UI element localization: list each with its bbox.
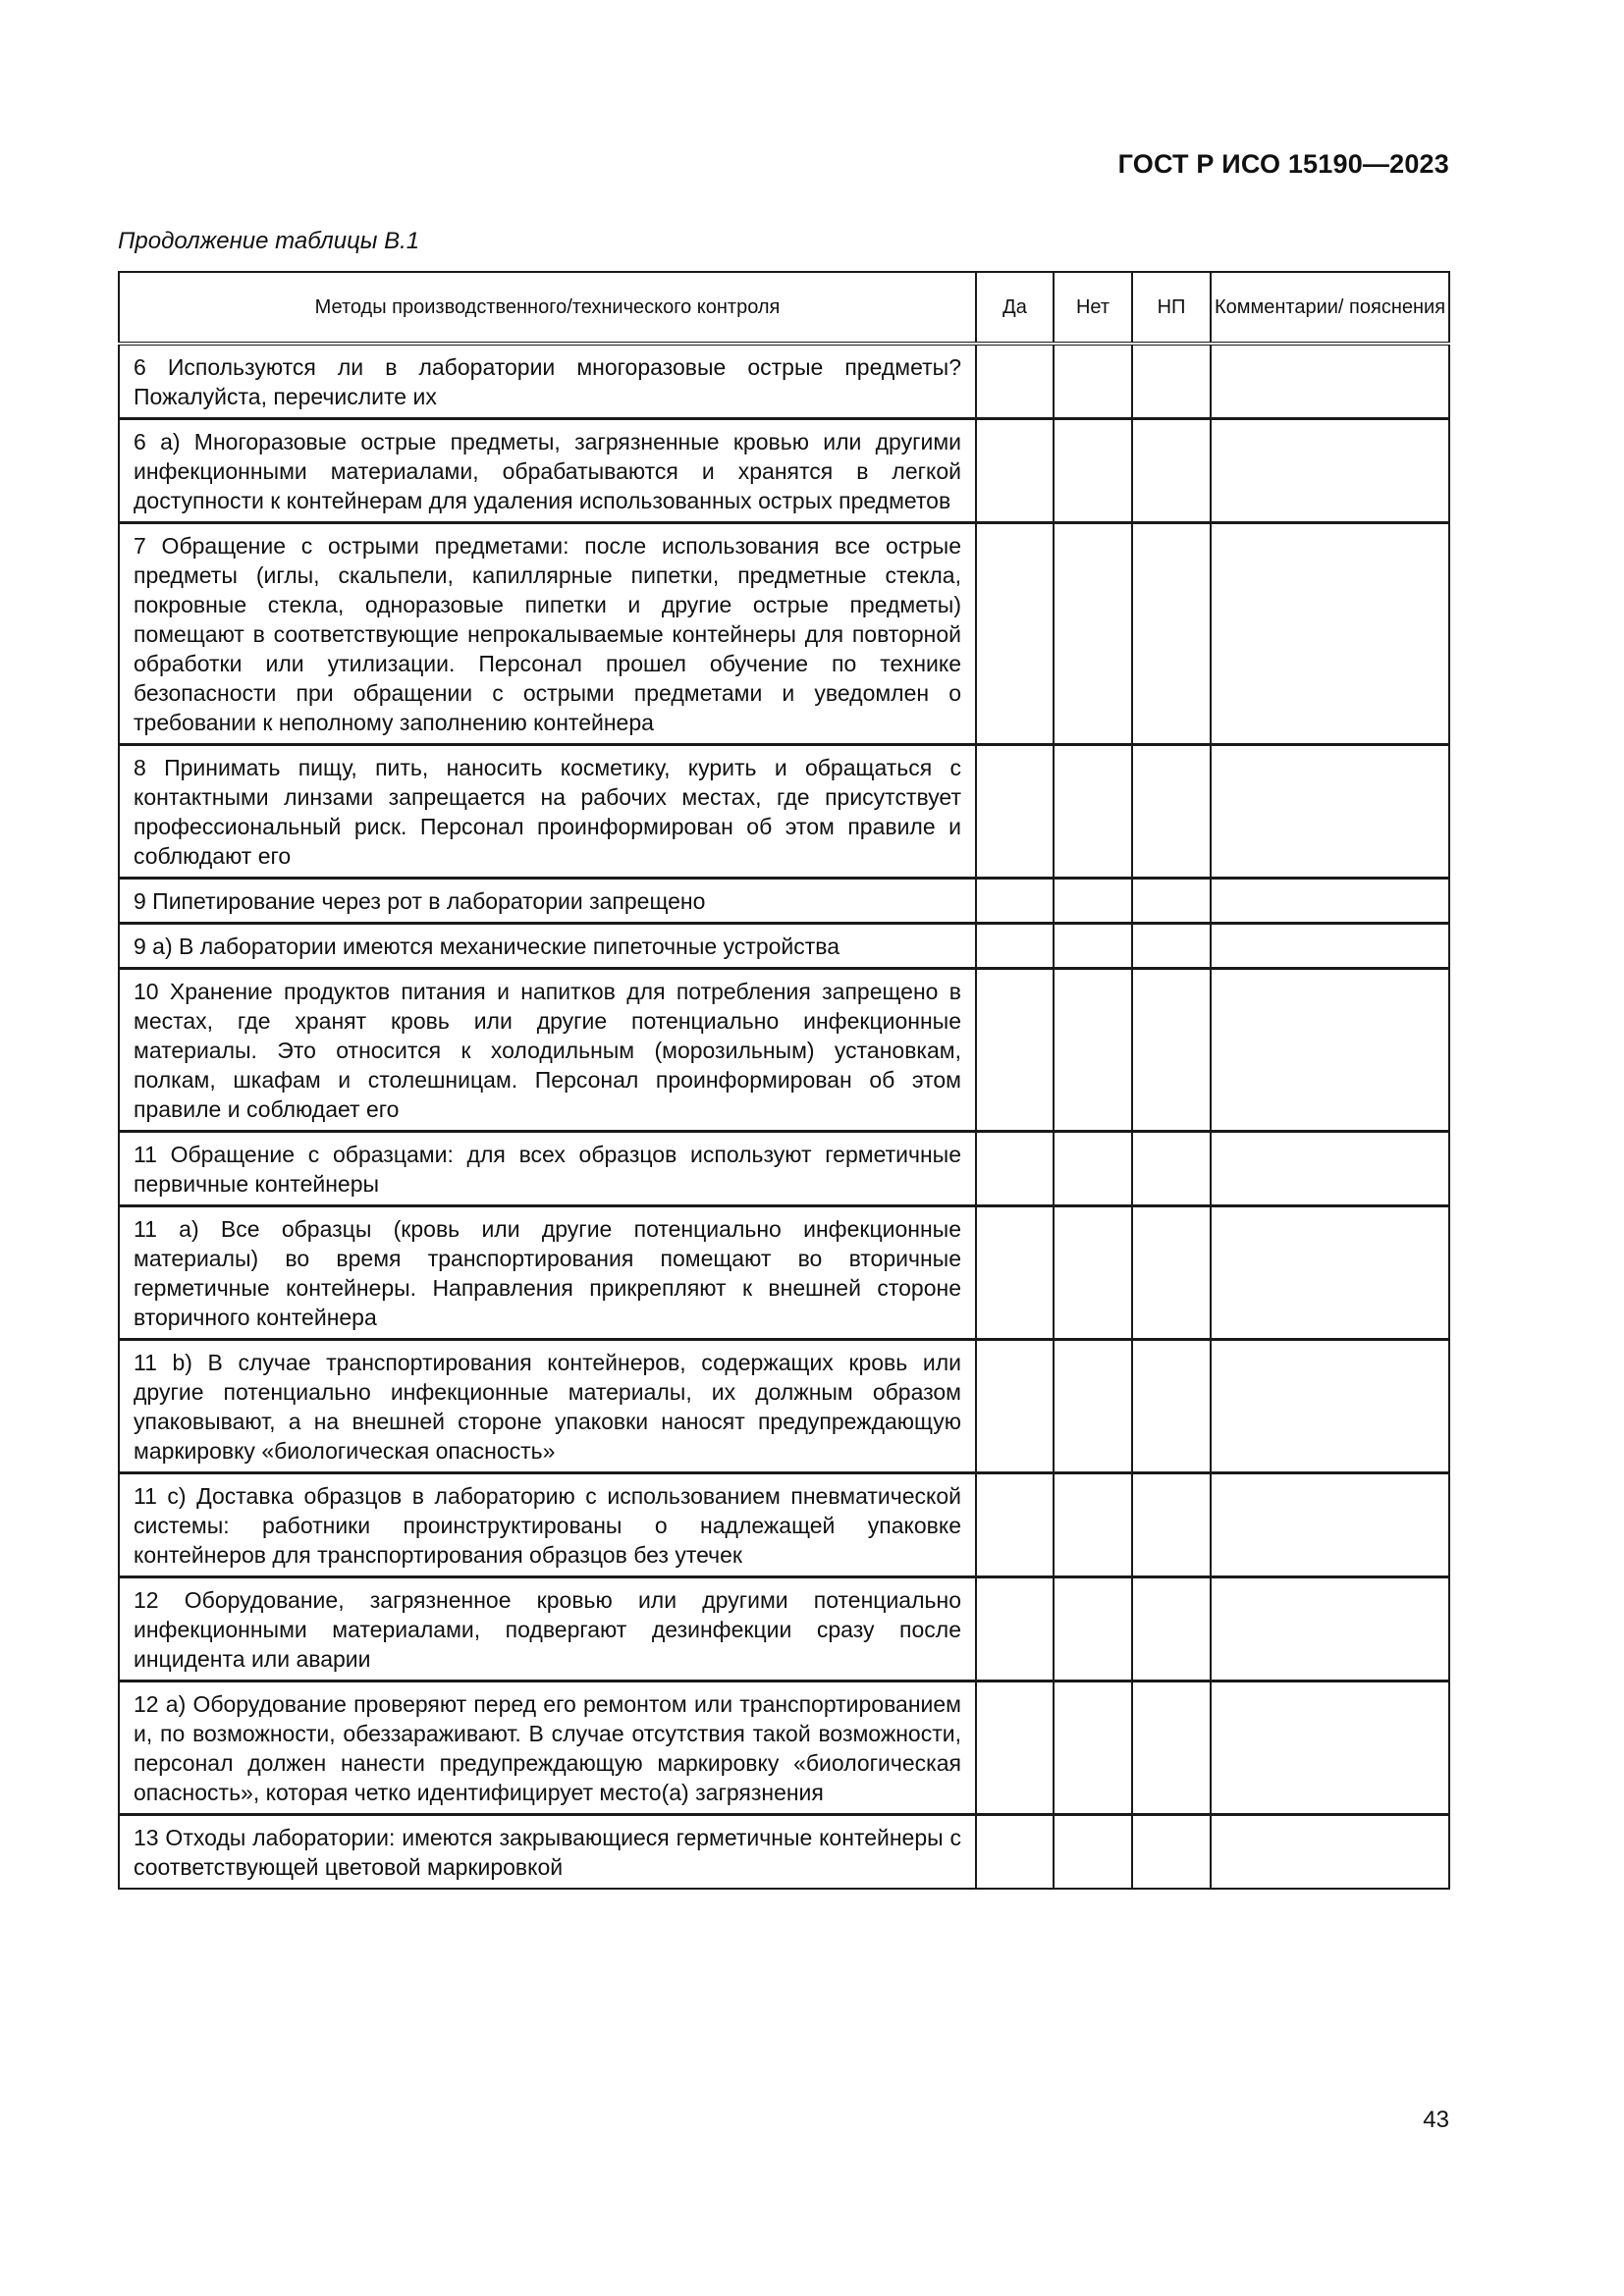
comment-cell bbox=[1211, 969, 1449, 1132]
na-cell bbox=[1132, 344, 1211, 419]
column-header-methods: Методы производственного/технического контроля bbox=[119, 272, 976, 344]
no-cell bbox=[1054, 969, 1132, 1132]
no-cell bbox=[1054, 344, 1132, 419]
table-row bbox=[119, 1132, 1449, 1206]
comment-cell bbox=[1211, 1473, 1449, 1577]
comment-cell bbox=[1211, 745, 1449, 879]
table-row bbox=[119, 523, 1449, 745]
yes-cell bbox=[976, 1682, 1054, 1815]
no-cell bbox=[1054, 1815, 1132, 1890]
no-cell bbox=[1054, 1340, 1132, 1473]
yes-cell bbox=[976, 745, 1054, 879]
table-row bbox=[119, 924, 1449, 969]
table-row bbox=[119, 1815, 1449, 1890]
table-row bbox=[119, 419, 1449, 523]
row-question: 11 с) Доставка образцов в лабораторию с использованием пневматической системы: работники проинструктированы о надлежащей упаковке контейнеров для транспортирования образцов без утечек bbox=[119, 1473, 976, 1577]
yes-cell bbox=[976, 879, 1054, 924]
table-row bbox=[119, 1577, 1449, 1682]
na-cell bbox=[1132, 745, 1211, 879]
comment-cell bbox=[1211, 879, 1449, 924]
table-caption: Продолжение таблицы В.1 bbox=[118, 228, 420, 254]
table-row bbox=[119, 1473, 1449, 1577]
row-question: 6 а) Многоразовые острые предметы, загрязненные кровью или другими инфекционными материалами, обрабатываются и хранятся в легкой доступности к контейнерам для удаления использованных острых предметов bbox=[119, 419, 976, 523]
na-cell bbox=[1132, 1473, 1211, 1577]
comment-cell bbox=[1211, 1577, 1449, 1682]
na-cell bbox=[1132, 924, 1211, 969]
page-number: 43 bbox=[1423, 2107, 1449, 2133]
row-question: 12 Оборудование, загрязненное кровью или другими потенциально инфекционными материалами, подвергают дезинфекции сразу после инцидента или аварии bbox=[119, 1577, 976, 1682]
na-cell bbox=[1132, 523, 1211, 745]
yes-cell bbox=[976, 1132, 1054, 1206]
na-cell bbox=[1132, 1577, 1211, 1682]
yes-cell bbox=[976, 969, 1054, 1132]
row-question: 6 Используются ли в лаборатории многоразовые острые предметы? Пожалуйста, перечислите их bbox=[119, 344, 976, 419]
table-row bbox=[119, 969, 1449, 1132]
na-cell bbox=[1132, 419, 1211, 523]
document-code: ГОСТ Р ИСО 15190—2023 bbox=[1117, 149, 1449, 179]
yes-cell bbox=[976, 419, 1054, 523]
table-header-row bbox=[119, 272, 1449, 344]
row-question: 7 Обращение с острыми предметами: после использования все острые предметы (иглы, скальпели, капиллярные пипетки, предметные стекла, покровные стекла, одноразовые пипетки и другие острые предметы) помещают в соответствующие непрокалываемые контейнеры для повторной обработки или утилизации. Персонал прошел обучение по технике безопасности при обращении с острыми предметами и уведомлен о требовании к неполному заполнению контейнера bbox=[119, 523, 976, 745]
na-cell bbox=[1132, 1340, 1211, 1473]
row-question: 8 Принимать пищу, пить, наносить косметику, курить и обращаться с контактными линзами запрещается на рабочих местах, где присутствует профессиональный риск. Персонал проинформирован об этом правиле и соблюдают его bbox=[119, 745, 976, 879]
na-cell bbox=[1132, 1206, 1211, 1340]
row-question: 11 а) Все образцы (кровь или другие потенциально инфекционные материалы) во время транспортирования помещают во вторичные герметичные контейнеры. Направления прикрепляют к внешней стороне вторичного контейнера bbox=[119, 1206, 976, 1340]
na-cell bbox=[1132, 879, 1211, 924]
row-question: 11 b) В случае транспортирования контейнеров, содержащих кровь или другие потенциально инфекционные материалы, их должным образом упаковывают, а на внешней стороне упаковки наносят предупреждающую маркировку «биологическая опасность» bbox=[119, 1340, 976, 1473]
yes-cell bbox=[976, 924, 1054, 969]
na-cell bbox=[1132, 1682, 1211, 1815]
row-question: 13 Отходы лаборатории: имеются закрывающиеся герметичные контейнеры с соответствующей цветовой маркировкой bbox=[119, 1815, 976, 1890]
yes-cell bbox=[976, 344, 1054, 419]
no-cell bbox=[1054, 1577, 1132, 1682]
column-header-comments: Комментарии/ пояснения bbox=[1211, 272, 1449, 344]
yes-cell bbox=[976, 1340, 1054, 1473]
no-cell bbox=[1054, 879, 1132, 924]
na-cell bbox=[1132, 1132, 1211, 1206]
table-row bbox=[119, 879, 1449, 924]
no-cell bbox=[1054, 1473, 1132, 1577]
comment-cell bbox=[1211, 523, 1449, 745]
no-cell bbox=[1054, 1206, 1132, 1340]
table-row bbox=[119, 745, 1449, 879]
yes-cell bbox=[976, 523, 1054, 745]
row-question: 9 а) В лаборатории имеются механические пипеточные устройства bbox=[119, 924, 976, 969]
na-cell bbox=[1132, 969, 1211, 1132]
comment-cell bbox=[1211, 1682, 1449, 1815]
comment-cell bbox=[1211, 1132, 1449, 1206]
yes-cell bbox=[976, 1473, 1054, 1577]
yes-cell bbox=[976, 1577, 1054, 1682]
no-cell bbox=[1054, 419, 1132, 523]
table-row bbox=[119, 1340, 1449, 1473]
row-question: 10 Хранение продуктов питания и напитков для потребления запрещено в местах, где хранят кровь или другие потенциально инфекционные материалы. Это относится к холодильным (морозильным) установкам, полкам, шкафам и столешницам. Персонал проинформирован об этом правиле и соблюдает его bbox=[119, 969, 976, 1132]
column-header-no: Нет bbox=[1054, 272, 1132, 344]
yes-cell bbox=[976, 1815, 1054, 1890]
column-header-yes: Да bbox=[976, 272, 1054, 344]
no-cell bbox=[1054, 1132, 1132, 1206]
no-cell bbox=[1054, 523, 1132, 745]
na-cell bbox=[1132, 1815, 1211, 1890]
table-row bbox=[119, 1206, 1449, 1340]
row-question: 11 Обращение с образцами: для всех образцов используют герметичные первичные контейнеры bbox=[119, 1132, 976, 1206]
column-header-na: НП bbox=[1132, 272, 1211, 344]
comment-cell bbox=[1211, 344, 1449, 419]
yes-cell bbox=[976, 1206, 1054, 1340]
row-question: 12 а) Оборудование проверяют перед его ремонтом или транспортированием и, по возможности, обеззараживают. В случае отсутствия такой возможности, персонал должен нанести предупреждающую маркировку «биологическая опасность», которая четко идентифицирует место(а) загрязнения bbox=[119, 1682, 976, 1815]
comment-cell bbox=[1211, 1815, 1449, 1890]
comment-cell bbox=[1211, 1340, 1449, 1473]
comment-cell bbox=[1211, 924, 1449, 969]
checklist-table bbox=[118, 271, 1450, 1890]
no-cell bbox=[1054, 1682, 1132, 1815]
table-row bbox=[119, 344, 1449, 419]
comment-cell bbox=[1211, 1206, 1449, 1340]
table-row bbox=[119, 1682, 1449, 1815]
no-cell bbox=[1054, 745, 1132, 879]
no-cell bbox=[1054, 924, 1132, 969]
comment-cell bbox=[1211, 419, 1449, 523]
row-question: 9 Пипетирование через рот в лаборатории запрещено bbox=[119, 879, 976, 924]
